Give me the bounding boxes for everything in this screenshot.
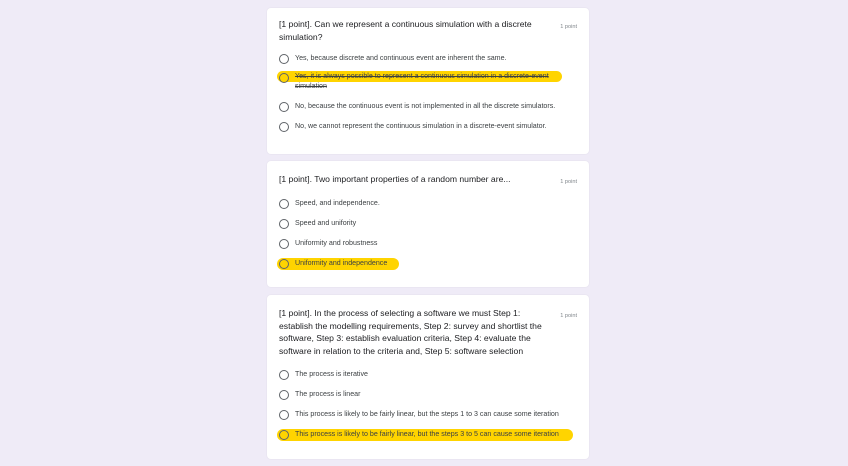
radio-button[interactable] [279,73,289,83]
radio-button[interactable] [279,239,289,249]
option-4-selected[interactable] [279,425,577,445]
question-header [279,8,577,43]
question-card-2 [267,161,589,287]
radio-button[interactable] [279,199,289,209]
points-label: 1 point [560,24,577,30]
question-prompt: [1 point]. Can we represent a continuous simulation with a discrete simulation? [279,19,532,42]
option-3[interactable] [279,97,577,117]
option-label: No, because the continuous event is not implemented in all the discrete simulators. [295,102,556,111]
radio-button[interactable] [279,102,289,112]
radio-button[interactable] [279,390,289,400]
options-list [279,49,577,137]
option-label: Uniformity and robustness [295,238,378,247]
option-label: Speed and unifority [295,218,357,227]
radio-button[interactable] [279,370,289,380]
option-label: This process is likely to be fairly linear, but the steps 3 to 5 can cause some iteration [295,430,559,439]
question-card-1 [267,8,589,154]
option-3[interactable] [279,234,577,254]
option-label: The process is linear [295,390,361,399]
radio-button[interactable] [279,54,289,64]
option-label: Yes, it is always possible to represent a continuous simulation in a discrete-event simulation [295,72,549,90]
radio-button[interactable] [279,259,289,269]
option-label: Uniformity and independence [295,258,388,267]
option-label: Speed, and independence. [295,198,380,207]
radio-button[interactable] [279,410,289,420]
option-label: The process is iterative [295,370,368,379]
radio-button[interactable] [279,430,289,440]
options-list [279,365,577,445]
option-1[interactable] [279,194,577,214]
points-label: 1 point [560,313,577,319]
option-label: Yes, because discrete and continuous event are inherent the same. [295,54,507,63]
option-label: This process is likely to be fairly linear, but the steps 1 to 3 can cause some iteration [295,410,559,419]
question-prompt: [1 point]. Two important properties of a random number are... [279,174,511,184]
option-2[interactable] [279,214,577,234]
option-1[interactable] [279,365,577,385]
question-card-3 [267,295,589,459]
option-4-selected[interactable] [279,254,577,274]
question-header [279,295,577,357]
option-2[interactable] [279,385,577,405]
option-3[interactable] [279,405,577,425]
options-list [279,194,577,274]
option-1[interactable] [279,49,577,69]
option-label: No, we cannot represent the continuous simulation in a discrete-event simulator. [295,122,547,131]
option-2-selected[interactable] [279,69,577,97]
points-label: 1 point [560,179,577,185]
question-prompt: [1 point]. In the process of selecting a software we must Step 1: establish the modelling requirements, Step 2: survey and shortlist the software, Step 3: establish evaluation criteria, Step 4: evaluate the software in relation to the criteria and, Step 5: software selection [279,308,542,356]
option-4[interactable] [279,117,577,137]
radio-button[interactable] [279,122,289,132]
radio-button[interactable] [279,219,289,229]
question-header [279,161,577,186]
